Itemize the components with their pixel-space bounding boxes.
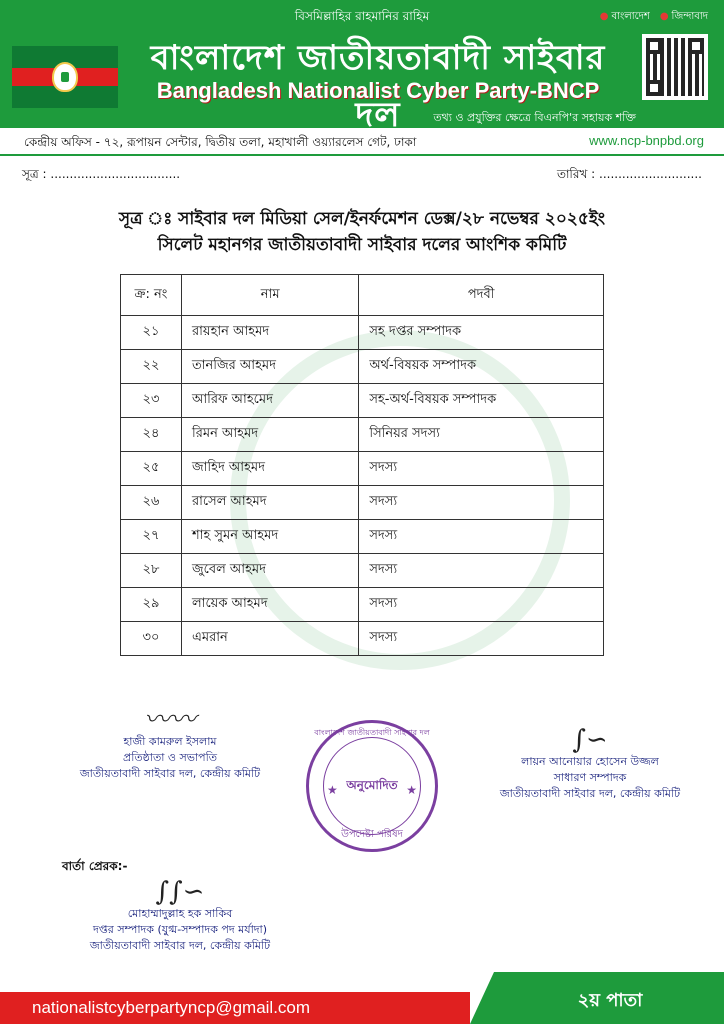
office-address: কেন্দ্রীয় অফিস - ৭২, রূপায়ন সেন্টার, দ্বিতীয় তলা, মহাখালী ওয়্যারলেস গেট, ঢাকা (24, 135, 417, 149)
table-row (121, 554, 604, 588)
designation-cell: সদস্য (359, 588, 604, 622)
website-link[interactable]: www.ncp-bnpbd.org (589, 133, 704, 148)
signatory-org: জাতীয়তাবাদী সাইবার দল, কেন্দ্রীয় কমিটি (79, 767, 261, 780)
signature-secretary (470, 725, 710, 802)
serial-cell: ২৪ (121, 418, 182, 452)
heading-line-1: সূত্র ঃ সাইবার দল মিডিয়া সেল/ইনর্ফমেশন ডেক্স/২৮ নভেম্বর ২০২৫ইং (118, 209, 606, 229)
name-cell: রায়হান আহমদ (182, 316, 359, 350)
serial-cell: ২১ (121, 316, 182, 350)
table-header-row (121, 275, 604, 316)
serial-cell: ২৭ (121, 520, 182, 554)
seal-center-text: অনুমোদিত (346, 778, 398, 792)
signatory-title: প্রতিষ্ঠাতা ও সভাপতি (122, 751, 218, 764)
document-heading (0, 206, 724, 258)
party-flag-logo (12, 46, 118, 108)
serial-cell: ২২ (121, 350, 182, 384)
slogan-item: ● জিন্দাবাদ (659, 11, 708, 22)
signatory-name: মোহাম্মাদুল্লাহ হক সাকিব (127, 907, 233, 920)
heading-line-2: সিলেট মহানগর জাতীয়তাবাদী সাইবার দলের আংশিক কমিটি (157, 235, 567, 255)
name-cell: লায়েক আহমদ (182, 588, 359, 622)
handwritten-signature-icon: ∫∽ (572, 725, 608, 755)
qr-code-icon (642, 34, 708, 100)
committee-table (120, 274, 604, 656)
designation-cell: অর্থ-বিষয়ক সম্পাদক (359, 350, 604, 384)
serial-cell: ২৫ (121, 452, 182, 486)
table-row (121, 486, 604, 520)
designation-cell: সিনিয়র সদস্য (359, 418, 604, 452)
office-address-bar (0, 128, 724, 156)
name-cell: এমরান (182, 622, 359, 656)
table-row (121, 622, 604, 656)
header-slogan (600, 9, 708, 26)
designation-cell: সহ-অর্থ-বিষয়ক সম্পাদক (359, 384, 604, 418)
footer-email-link[interactable]: nationalistcyberpartyncp@gmail.com (32, 998, 311, 1017)
serial-cell: ২৬ (121, 486, 182, 520)
serial-cell: ২৮ (121, 554, 182, 588)
signatory-org: জাতীয়তাবাদী সাইবার দল, কেন্দ্রীয় কমিটি (89, 939, 271, 952)
serial-cell: ২৩ (121, 384, 182, 418)
column-header-serial: ক্র: নং (121, 275, 182, 316)
table-row (121, 588, 604, 622)
handwritten-signature-icon: ∫∫∽ (155, 877, 205, 907)
table-row (121, 520, 604, 554)
letterhead-header (0, 0, 724, 135)
signatory-title: দপ্তর সম্পাদক (যুগ্ম-সম্পাদক পদ মর্যাদা) (92, 923, 268, 936)
party-tagline: তথ্য ও প্রযুক্তির ক্ষেত্রে বিএনপি'র সহায়ক শক্তি (433, 111, 636, 124)
page-number: ২য় পাতা (577, 990, 643, 1011)
designation-cell: সদস্য (359, 554, 604, 588)
party-title-en: Bangladesh Nationalist Cyber Party-BNCP (156, 78, 600, 103)
column-header-name: নাম (182, 275, 359, 316)
star-icon: ★ (406, 783, 417, 797)
serial-cell: ২৯ (121, 588, 182, 622)
table-row (121, 384, 604, 418)
name-cell: তানজির আহমদ (182, 350, 359, 384)
handwritten-signature-icon: 〰〰 (143, 705, 196, 735)
name-cell: জাহিদ আহমদ (182, 452, 359, 486)
star-icon: ★ (327, 783, 338, 797)
signature-sender (40, 877, 320, 954)
name-cell: শাহ সুমন আহমদ (182, 520, 359, 554)
designation-cell: সদস্য (359, 622, 604, 656)
seal-bottom-text: উপদেষ্টা পরিষদ (341, 829, 403, 840)
column-header-designation: পদবী (359, 275, 604, 316)
signatory-name: হাজী কামরুল ইসলাম (123, 735, 217, 748)
designation-cell: সদস্য (359, 452, 604, 486)
designation-cell: সদস্য (359, 486, 604, 520)
seal-ring-text: বাংলাদেশ জাতীয়তাবাদী সাইবার দল (314, 728, 430, 737)
designation-cell: সদস্য (359, 520, 604, 554)
table-row (121, 316, 604, 350)
table-row (121, 452, 604, 486)
signatory-title: সাধারণ সম্পাদক (553, 771, 627, 784)
table-row (121, 418, 604, 452)
reference-date: তারিখ : ........................... (556, 167, 702, 181)
name-cell: রাসেল আহমদ (182, 486, 359, 520)
table-row (121, 350, 604, 384)
signature-president (40, 705, 300, 782)
bismillah-text: বিসমিল্লাহির রাহমানির রাহিম (294, 9, 430, 23)
serial-cell: ৩০ (121, 622, 182, 656)
slogan-item: ● বাংলাদেশ (599, 11, 650, 22)
reference-number: সূত্র : .................................. (22, 167, 181, 181)
name-cell: জুবেল আহমদ (182, 554, 359, 588)
party-title-bn: বাংলাদেশ জাতীয়তাবাদী সাইবার দল (150, 38, 606, 135)
designation-cell: সহ দপ্তর সম্পাদক (359, 316, 604, 350)
name-cell: আরিফ আহমেদ (182, 384, 359, 418)
sender-label: বার্তা প্রেরক:- (62, 859, 128, 873)
approval-seal (306, 720, 438, 852)
signatory-name: লায়ন আনোয়ার হোসেন উজ্জল (521, 755, 659, 768)
signatory-org: জাতীয়তাবাদী সাইবার দল, কেন্দ্রীয় কমিটি (499, 787, 681, 800)
name-cell: রিমন আহমদ (182, 418, 359, 452)
